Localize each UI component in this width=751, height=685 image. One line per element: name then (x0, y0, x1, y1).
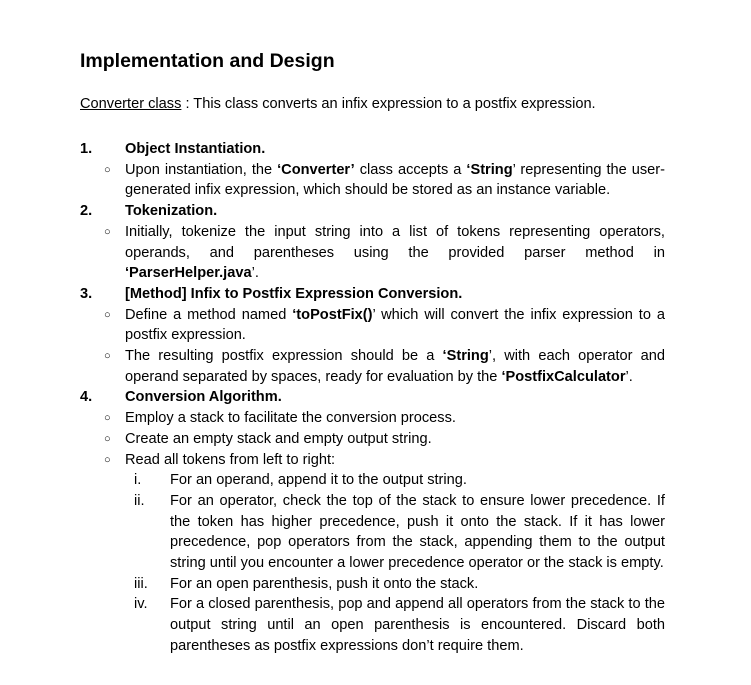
bullet-text: The resulting postfix expression should be a (125, 348, 443, 365)
bold-term: ‘toPostFix() (292, 306, 373, 323)
section-heading (80, 284, 665, 305)
bullet-text: ’. (625, 368, 633, 385)
section-number: 3. (80, 285, 93, 302)
section-title: Object Instantiation. (125, 141, 266, 157)
intro-text: : This class converts an infix expression to a postfix expression. (181, 96, 596, 112)
bold-term: ‘PostfixCalculator (501, 368, 626, 385)
roman-number: ii. (134, 492, 145, 509)
step-text: For a closed parenthesis, pop and append all operators from the stack to the output string until an open parenthesis is encountered. Discard both parentheses as postfix expressions don’t require them. (170, 596, 665, 654)
bullet-text: class accepts a (354, 161, 467, 178)
bullet-text: ’ which will convert the infix expression to a postfix expression. (125, 306, 665, 344)
section-heading (80, 201, 665, 222)
bullet-text: ’ representing the user-generated infix expression, which should be stored as an instance variable. (125, 161, 665, 199)
page-title: Implementation and Design (80, 50, 335, 72)
section-title: Tokenization. (125, 203, 218, 220)
bullet-text: Read all tokens from left to right: (125, 451, 336, 468)
bullet-item (80, 429, 665, 450)
bullet-text: Define a method named (125, 306, 293, 323)
bullet-item (80, 160, 665, 201)
roman-number: iii. (134, 575, 148, 592)
bullet-item (80, 305, 665, 346)
roman-list-item (80, 470, 665, 491)
roman-list-item (80, 594, 665, 656)
bold-term: ‘String (442, 348, 489, 365)
section-number: 1. (80, 141, 93, 157)
hollow-bullet-icon: ○ (104, 350, 111, 363)
bullet-text: ’. (251, 265, 259, 282)
roman-number: iv. (134, 596, 148, 613)
intro-paragraph (80, 94, 596, 115)
section-title: Conversion Algorithm. (125, 389, 282, 406)
roman-number: i. (134, 472, 142, 489)
bullet-text: ’, with each operator and operand separated by spaces, ready for evaluation by the (125, 348, 666, 385)
hollow-bullet-icon: ○ (104, 453, 111, 466)
bullet-item (80, 450, 665, 471)
hollow-bullet-icon: ○ (104, 163, 111, 176)
bullet-text: Employ a stack to facilitate the conversion process. (125, 410, 456, 427)
hollow-bullet-icon: ○ (104, 432, 111, 445)
section-heading (80, 387, 665, 408)
bullet-item (80, 346, 665, 387)
bullet-text: Create an empty stack and empty output string. (125, 430, 432, 447)
step-text: For an operand, append it to the output string. (170, 472, 467, 489)
section-number: 2. (80, 203, 93, 220)
converter-class-link: Converter class (80, 96, 182, 112)
bold-term: ‘Converter’ (277, 161, 355, 178)
hollow-bullet-icon: ○ (104, 412, 111, 425)
section-heading (80, 139, 665, 160)
roman-list-item (80, 574, 665, 595)
roman-list-item (80, 491, 665, 574)
bold-term: ‘String (466, 161, 513, 178)
section-list (80, 139, 665, 657)
bold-term: ‘ParserHelper.java (125, 265, 252, 282)
hollow-bullet-icon: ○ (104, 308, 111, 321)
step-text: For an operator, check the top of the stack to ensure lower precedence. If the token has higher precedence, push it onto the stack. If it has lower precedence, pop operators from the stack, appending them to the output string until you encounter a lower precedence operator or the stack is empty. (170, 492, 665, 572)
hollow-bullet-icon: ○ (104, 225, 111, 238)
section-title: [Method] Infix to Postfix Expression Conversion. (125, 285, 463, 302)
bullet-text: Upon instantiation, the (125, 161, 278, 178)
section-number: 4. (80, 389, 93, 406)
step-text: For an open parenthesis, push it onto the stack. (170, 575, 479, 592)
bullet-item (80, 222, 665, 284)
bullet-text: Initially, tokenize the input string into a list of tokens representing operators, operands, and parentheses using the provided parser method in (125, 223, 665, 261)
bullet-item (80, 408, 665, 429)
